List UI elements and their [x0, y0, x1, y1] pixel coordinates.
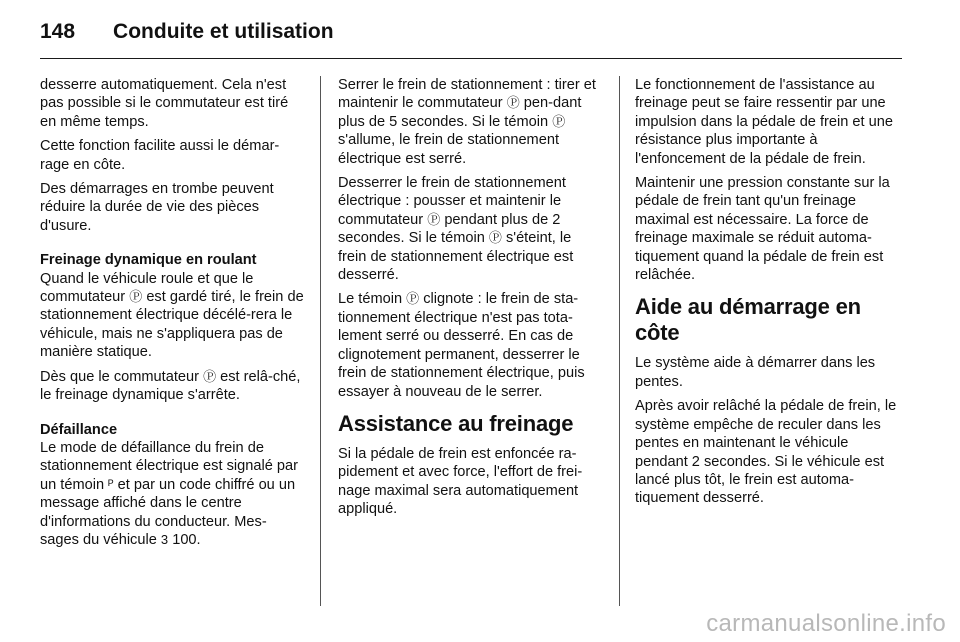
paragraph: [40, 439, 304, 549]
column-3: [635, 76, 901, 514]
paragraph: [40, 270, 304, 362]
text-run: Dès que le commutateur: [40, 368, 199, 385]
paragraph: [338, 76, 602, 168]
parking-brake-icon: Ⓟ: [552, 113, 566, 129]
parking-brake-icon: Ⓟ: [406, 291, 420, 307]
paragraph: Si la pédale de frein est enfoncée ra-pidement et avec force, l'effort de frei-nage maximal sera automatiquement appliqué.: [338, 445, 583, 518]
section-heading-brake-assist: Assistance au freinage: [338, 410, 574, 436]
text-run: et par un code chiffré ou un message affiché dans le centre d'informations du conducteur. Mes-sages du véhicule: [40, 476, 296, 548]
column-divider-1: [320, 76, 321, 606]
page-title: Conduite et utilisation: [113, 20, 334, 43]
paragraph: Maintenir une pression constante sur la pédale de frein tant qu'un freinage maximal est nécessaire. La force de freinage maximale se réduit automa-tiquement quand la pédale de frein est relâchée.: [635, 175, 890, 284]
parking-brake-icon: Ⓟ: [203, 368, 217, 384]
paragraph: [40, 368, 304, 405]
parking-brake-icon: Ⓟ: [129, 289, 143, 305]
paragraph: Des démarrages en trombe peuvent réduire la durée de vie des pièces d'usure.: [40, 181, 274, 234]
text-run: s'allume, le frein de stationnement électrique est serré.: [338, 132, 560, 167]
text-run: 100.: [172, 531, 201, 548]
subheading-dynamic-braking: Freinage dynamique en roulant: [40, 252, 257, 269]
text-run: Le mode de défaillance du frein de stationnement électrique est signalé par un témoin: [40, 439, 298, 493]
watermark: carmanualsonline.info: [706, 610, 946, 637]
paragraph: [338, 174, 602, 284]
paragraph: Le fonctionnement de l'assistance au freinage peut se faire ressentir par une impulsion dans la pédale de frein et une résistance plus importante à l'enfoncement de la pédale de frein.: [635, 77, 893, 167]
paragraph: Après avoir relâché la pédale de frein, le système empêche de reculer dans les pentes en maintenant le véhicule pendant 2 secondes. Si le véhicule est lancé plus tôt, le frein est automa-tiquement desserré.: [635, 398, 897, 507]
paragraph: Cette fonction facilite aussi le démar-rage en côte.: [40, 138, 280, 173]
paragraph: Le système aide à démarrer dans les pentes.: [635, 355, 876, 390]
header-rule: [40, 58, 902, 59]
reference-arrow-icon: 3: [160, 531, 169, 547]
column-1: [40, 76, 304, 555]
subheading-failure: Défaillance: [40, 421, 118, 438]
text-run: Le témoin: [338, 291, 403, 308]
column-divider-2: [619, 76, 620, 606]
column-2: [338, 76, 602, 525]
warning-icon: ᴾ: [108, 476, 114, 492]
paragraph: desserre automatiquement. Cela n'est pas possible si le commutateur est tiré en même temps.: [40, 77, 289, 130]
page-number: 148: [40, 20, 76, 43]
text-run: clignote : le frein de sta-tionnement électrique n'est pas tota-lement serré ou desserré. En cas de clignotement permanent, desserrer le frein de stationnement électrique, puis essayer à nouveau de le serrer.: [338, 291, 585, 400]
text-run: est relâ-ché, le freinage dynamique s'arrête.: [40, 368, 301, 404]
parking-brake-icon: Ⓟ: [488, 230, 502, 246]
text-run: Quand le véhicule roule et que le commutateur: [40, 270, 254, 306]
paragraph: [338, 290, 602, 400]
parking-brake-icon: Ⓟ: [427, 211, 441, 227]
text-run: pendant plus de 2 secondes. Si le témoin: [338, 211, 561, 247]
text-run: s'éteint, le frein de stationnement électrique est desserré.: [338, 230, 574, 284]
text-run: Serrer le frein de stationnement : tirer et maintenir le commutateur: [338, 77, 596, 112]
text-run: pen-dant plus de 5 secondes. Si le témoin: [338, 95, 582, 130]
text-run: Desserrer le frein de stationnement électrique : pousser et maintenir le commutateur: [338, 175, 566, 228]
parking-brake-icon: Ⓟ: [506, 95, 520, 111]
text-run: est gardé tiré, le frein de stationnement électrique décélé-rera le véhicule, mais ne s'appliquera pas de manière statique.: [40, 289, 304, 361]
section-heading-hill-start-assist: Aide au démarrage en côte: [635, 294, 861, 346]
page-header: [40, 14, 334, 50]
